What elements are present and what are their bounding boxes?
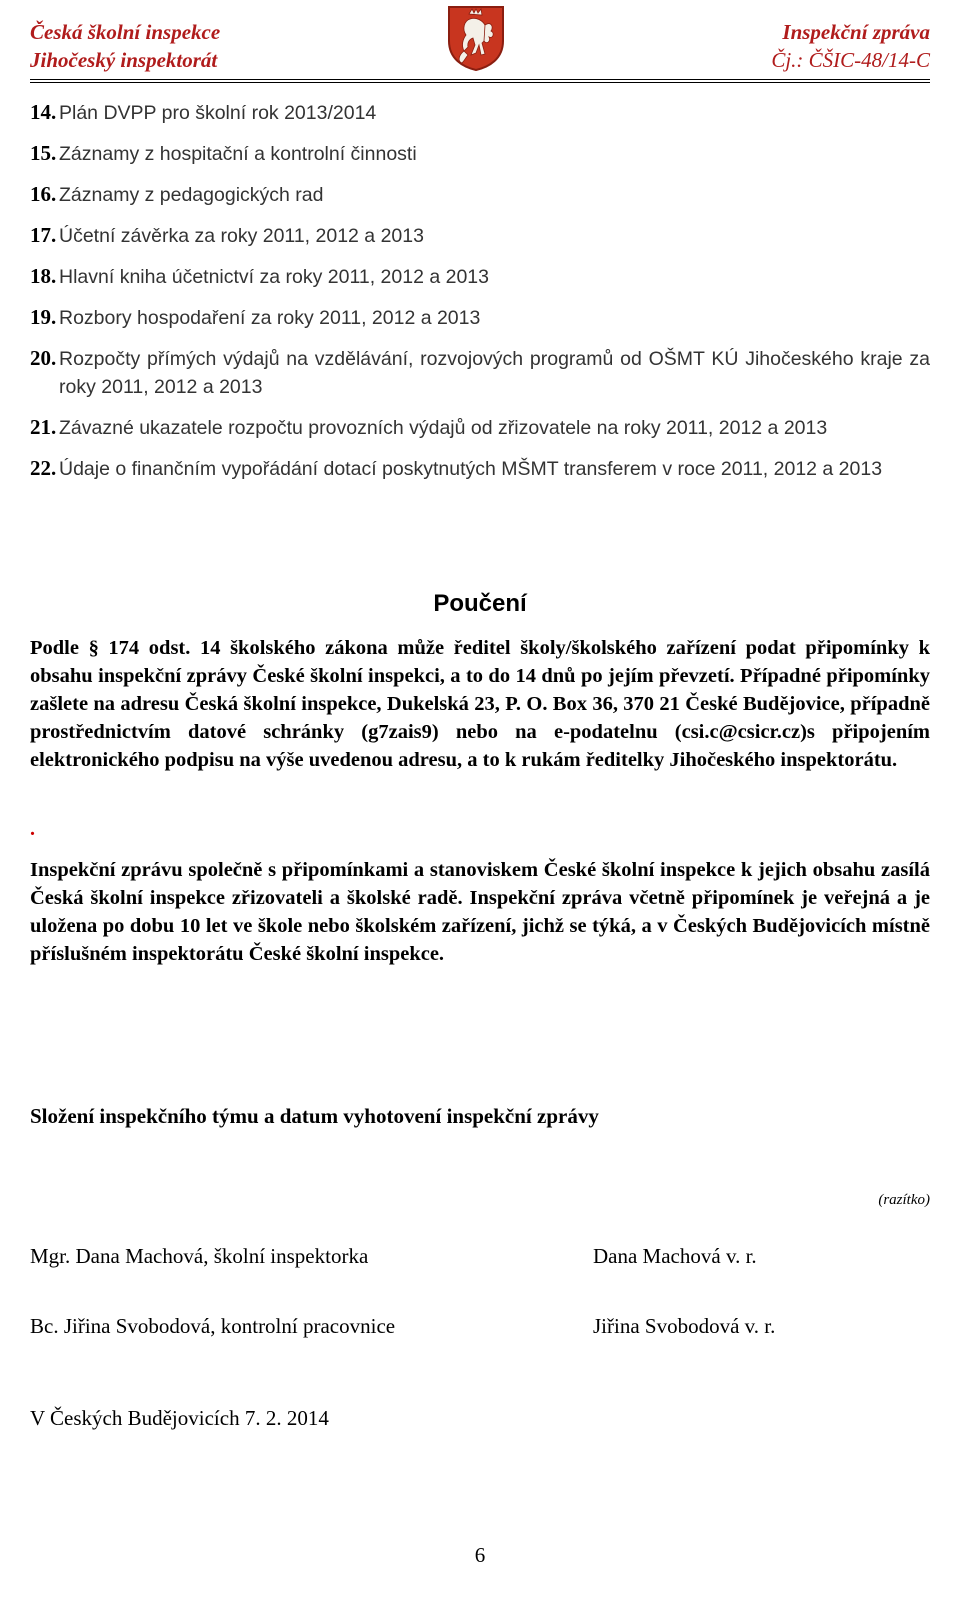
annex-item [30,345,930,401]
instruction-paragraph-publication: Inspekční zprávu společně s připomínkami a stanoviskem České školní inspekce k jejich obsahu zasílá Česká školní inspekce zřizovateli a školské radě. Inspekční zpráva včetně připomínek je veřejná a je uložena po dobu 10 let ve škole nebo školském zařízení, jichž se týká, a v Českých Budějovicích místně příslušném inspektorátu České školní inspekce. [30,859,930,965]
page-number: 6 [474,1543,486,1567]
annex-text: Hlavní kniha účetnictví za roky 2011, 2012 a 2013 [59,266,489,288]
place-and-date: V Českých Budějovicích 7. 2. 2014 [30,1406,329,1430]
annex-number: 14. [30,100,57,124]
annex-text: Záznamy z pedagogických rad [59,184,324,206]
annex-text: Rozbory hospodaření za roky 2011, 2012 a 2013 [59,307,481,329]
team-member-signature: Dana Machová v. r. [593,1244,757,1268]
team-section-title: Složení inspekčního týmu a datum vyhotovení inspekční zprávy [30,1104,599,1128]
annex-list [30,99,930,496]
annex-number: 16. [30,182,57,206]
annex-number: 15. [30,141,57,165]
annex-item [30,140,930,168]
state-emblem-icon [447,5,505,71]
header-org: Česká školní inspekce [30,20,221,44]
annex-item [30,222,930,250]
annex-text: Údaje o finančním vypořádání dotací poskytnutých MŠMT transferem v roce 2011, 2012 a 2013 [59,458,883,480]
annex-text: Plán DVPP pro školní rok 2013/2014 [59,102,377,124]
team-member-signature: Jiřina Svobodová v. r. [593,1314,776,1338]
annex-item [30,99,930,127]
header-reference-number: Čj.: ČŠIC-48/14-C [771,48,930,72]
header-left [30,18,220,74]
annex-item [30,263,930,291]
header-doc-type: Inspekční zpráva [782,20,930,44]
header-right [771,18,930,74]
header-unit: Jihočeský inspektorát [30,48,218,72]
annex-item [30,304,930,332]
stray-dot: . [30,818,35,840]
annex-text: Záznamy z hospitační a kontrolní činnosti [59,143,417,165]
annex-text: Závazné ukazatele rozpočtu provozních výdajů od zřizovatele na roky 2011, 2012 a 2013 [59,417,828,439]
stamp-placeholder: (razítko) [878,1192,930,1208]
annex-number: 20. [30,346,57,370]
team-member-name: Bc. Jiřina Svobodová, kontrolní pracovnice [30,1314,396,1338]
annex-item [30,455,930,483]
instruction-title: Poučení [433,590,527,617]
annex-number: 21. [30,415,57,439]
instruction-paragraph-comments: Podle § 174 odst. 14 školského zákona může ředitel školy/školského zařízení podat připomínky k obsahu inspekční zprávy České školní inspekci, a to do 14 dnů po jejím převzetí. Případné připomínky zašlete na adresu Česká školní inspekce, Dukelská 23, P. O. Box 36, 370 21 České Budějovice, případně prostřednictvím datové schránky (g7zais9) nebo na e-podatelnu (csi.c@csicr.cz)s připojením elektronického podpisu na výše uvedenou adresu, a to k rukám ředitelky Jihočeského inspektorátu. [30,637,930,771]
annex-number: 22. [30,456,57,480]
annex-number: 19. [30,305,57,329]
header-divider [30,79,930,80]
annex-text: Účetní závěrka za roky 2011, 2012 a 2013 [59,225,424,247]
annex-item [30,181,930,209]
team-member-name: Mgr. Dana Machová, školní inspektorka [30,1244,369,1268]
header-divider-secondary [30,82,930,83]
annex-number: 17. [30,223,57,247]
annex-text: Rozpočty přímých výdajů na vzdělávání, rozvojových programů od OŠMT KÚ Jihočeského kraje za roky 2011, 2012 a 2013 [59,348,930,398]
annex-number: 18. [30,264,57,288]
annex-item [30,414,930,442]
